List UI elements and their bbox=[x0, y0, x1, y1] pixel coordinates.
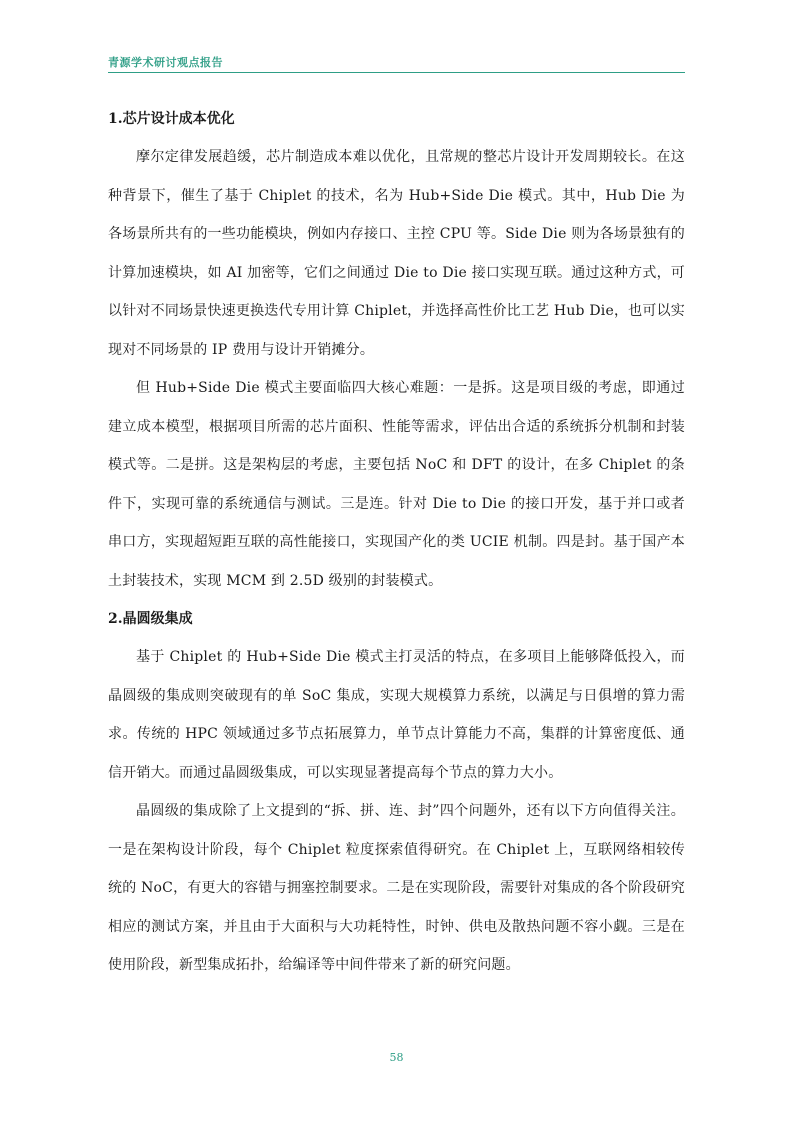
section-heading: 1.芯片设计成本优化 bbox=[108, 111, 235, 127]
paragraph: 晶圆级的集成除了上文提到的“拆、拼、连、封”四个问题外，还有以下方向值得关注。一是在架构设计阶段，每个 Chiplet 粒度探索值得研究。在 Chiplet 上，互联网络相较传统的 NoC，有更大的容错与拥塞控制要求。二是在实现阶段，需要针对集成的各个阶段研究相应的测试方案，并且由于大面积与大功耗特性，时钟、供电及散热问题不容小觑。三是在使用阶段，新型集成拓扑，给编译等中间件带来了新的研究问题。 bbox=[108, 803, 685, 973]
section-heading: 2.晶圆级集成 bbox=[108, 611, 193, 627]
section-wafer-integration bbox=[108, 600, 685, 985]
header-title: 青源学术研讨观点报告 bbox=[108, 56, 223, 69]
paragraph: 但 Hub+Side Die 模式主要面临四大核心难题：一是拆。这是项目级的考虑，即通过建立成本模型，根据项目所需的芯片面积、性能等需求，评估出合适的系统拆分机制和封装模式等。二是拼。这是架构层的考虑，主要包括 NoC 和 DFT 的设计，在多 Chiplet 的条件下，实现可靠的系统通信与测试。三是连。针对 Die to Die 的接口开发，基于并口或者串口方，实现超短距互联的高性能接口，实现国产化的类 UCIE 机制。四是封。基于国产本土封装技术，实现 MCM 到 2.5D 级别的封装模式。 bbox=[108, 380, 685, 589]
section-chip-design-cost bbox=[108, 100, 685, 600]
document-body bbox=[108, 100, 685, 985]
page-number: 58 bbox=[389, 1051, 404, 1064]
paragraph: 基于 Chiplet 的 Hub+Side Die 模式主打灵活的特点，在多项目上能够降低投入，而晶圆级的集成则突破现有的单 SoC 集成，实现大规模算力系统，以满足与日俱增的算力需求。传统的 HPC 领域通过多节点拓展算力，单节点计算能力不高，集群的计算密度低、通信开销大。而通过晶圆级集成，可以实现显著提高每个节点的算力大小。 bbox=[108, 649, 685, 781]
paragraph: 摩尔定律发展趋缓，芯片制造成本难以优化，且常规的整芯片设计开发周期较长。在这种背景下，催生了基于 Chiplet 的技术，名为 Hub+Side Die 模式。其中，Hub Die 为各场景所共有的一些功能模块，例如内存接口、主控 CPU 等。Side Die 则为各场景独有的计算加速模块，如 AI 加密等，它们之间通过 Die to Die 接口实现互联。通过这种方式，可以针对不同场景快速更换迭代专用计算 Chiplet，并选择高性价比工艺 Hub Die，也可以实现对不同场景的 IP 费用与设计开销摊分。 bbox=[108, 149, 685, 358]
page-header bbox=[108, 52, 685, 73]
